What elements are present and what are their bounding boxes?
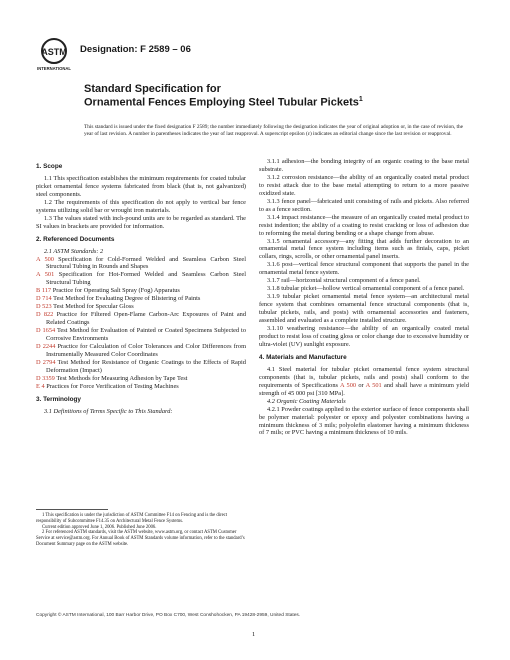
reference-link[interactable]: D 714 xyxy=(36,295,52,303)
reference-link[interactable]: D 3359 xyxy=(36,374,55,382)
paragraph-1-3: 1.3 The values stated with inch-pound units are to be regarded as standard. The SI values in brackets are provided for information. xyxy=(36,214,246,230)
left-column xyxy=(36,158,246,416)
title-line-2: Ornamental Fences Employing Steel Tubular Pickets$^1$ xyxy=(84,96,363,109)
paragraph-1-1: 1.1 This specification establishes the minimum requirements for coated tubular picket ornamental fence systems fabricated from black (that is, not galvanized) steel components. xyxy=(36,174,246,198)
reference-item: D 822 Practice for Filtered Open-Flame Carbon-Arc Exposures of Paint and Related Coatings xyxy=(36,311,246,327)
section-materials-heading: 4. Materials and Manufacture xyxy=(259,353,347,361)
definition-3-1-9: 3.1.9 tubular picket ornamental metal fence system—an architectural metal fence system that combines ornamental fence structural components (that is, tubular pickets, rails, and posts) with ornamental accessories and fasteners, assembled and evaluated as a complete installed structure. xyxy=(259,293,469,325)
reference-link[interactable]: A 500 xyxy=(36,255,54,263)
reference-item: D 3359 Test Methods for Measuring Adhesion by Tape Test xyxy=(36,374,188,382)
footnote-1: 1 This specification is under the jurisdiction of ASTM Committee F14 on Fencing and is the direct responsibility of Subcommittee F14.35 on Architectural Metal Fence Systems. xyxy=(36,513,228,524)
reference-link[interactable]: D 523 xyxy=(36,303,52,311)
footnote-2: 2 For referenced ASTM standards, visit the ASTM website, www.astm.org, or contact ASTM Customer Service at service@astm.org. For Annual Book of ASTM Standards volume information, refer to the standard’s Document Summary page on the ASTM website. xyxy=(36,530,245,547)
page-number: 1 xyxy=(252,631,256,638)
reference-item: D 2244 Practice for Calculation of Color Tolerances and Color Differences from Instrumentally Measured Color Coordinates xyxy=(36,343,247,358)
astm-logo xyxy=(34,36,74,72)
section-scope-heading: 1. Scope xyxy=(36,163,63,170)
definition-3-1-1: 3.1.1 adhesion—the bonding integrity of an organic coating to the base metal substrate. xyxy=(259,158,469,173)
reference-item: B 117 Practice for Operating Salt Spray (Fog) Apparatus xyxy=(36,287,180,295)
reference-item: D 1654 Test Method for Evaluation of Painted or Coated Specimens Subjected to Corrosive Environments xyxy=(36,327,246,343)
reference-item: A 500 Specification for Cold-Formed Welded and Seamless Carbon Steel Structural Tubing in Rounds and Shapes xyxy=(36,255,246,271)
standard-issue-note: This standard is issued under the fixed designation F 2589; the number immediately following the designation indicates the year of original adoption or, in the case of revision, the year of last revision. A number in parentheses indicates the year of last reapproval. A superscript epsilon (ε) indicates an editorial change since the last revision or reapproval. xyxy=(84,124,464,137)
definition-3-1-6: 3.1.6 post—vertical fence structural component that supports the panel in the ornamental metal fence system. xyxy=(259,261,469,277)
section-terminology-heading: 3. Terminology xyxy=(36,395,81,403)
reference-item: E 4 Practices for Force Verification of Testing Machines xyxy=(36,382,179,390)
paragraph-1-2: 1.2 The requirements of this specification do not apply to vertical bar fence systems utilizing solid bar or wrought iron materials. xyxy=(36,198,246,214)
paragraph-4-1: 4.1 Steel material for tubular picket ornamental fence system structural components (that is, tubular pickets, rails and posts) shall conform to the requirements of Specifications A 500 or A 501 and shall have a minimum yield strength of 45 000 psi [310 MPa]. xyxy=(259,365,469,397)
reference-link[interactable]: D 1654 xyxy=(36,327,56,335)
reference-link[interactable]: B 117 xyxy=(36,287,52,295)
reference-link[interactable]: A 501 xyxy=(36,271,55,279)
reference-item: A 501 Specification for Hot-Formed Welded and Seamless Carbon Steel Structural Tubing xyxy=(36,271,246,287)
reference-item: D 523 Test Method for Specular Gloss xyxy=(36,303,134,311)
paragraph-4-2-1: 4.2.1 Powder coatings applied to the exterior surface of fence components shall be polymer material: polyester or epoxy and polyester combinations having a minimum thickness of 3 mils; polyolefin elastomer having a minimum thickness of 7 mils; or PVC having a minimum thickness of 10 mils. xyxy=(259,405,469,437)
definition-3-1-10: 3.1.10 weathering resistance—the ability of an organically coated metal product to resist loss of coating gloss or color change due to excessive humidity or ultra-violet (UV) sunlight exposure. xyxy=(259,325,469,348)
copyright-line: Copyright © ASTM International, 100 Barr Harbor Drive, PO Box C700, West Conshohocken, PA 19428-2959, United States. xyxy=(36,613,301,618)
definition-3-1-8: 3.1.8 tubular picket—hollow vertical ornamental component of a fence panel. xyxy=(267,285,465,293)
svg-text:ASTM: ASTM xyxy=(41,47,67,57)
spec-a500-link[interactable]: A 500 xyxy=(339,381,357,389)
spec-a501-link[interactable]: A 501 xyxy=(365,381,382,389)
definition-3-1-4: 3.1.4 impact resistance—the measure of an organically coated metal product to resist indention; the ability of a coating to resist cracking or loss of adhesion due to reforming the metal during bending or a shape change from abuse. xyxy=(259,213,469,237)
footnotes xyxy=(36,513,246,548)
reference-link[interactable]: E 4 xyxy=(36,382,45,390)
designation: Designation: F 2589 – 06 xyxy=(80,44,191,55)
title-line-1: Standard Specification for xyxy=(84,83,221,95)
paragraph-4-2: 4.2 Organic Coating Materials xyxy=(267,397,346,405)
definition-3-1-7: 3.1.7 rail—horizontal structural component of a fence panel. xyxy=(267,277,421,285)
astm-standards-subheading: 2.1 ASTM Standards: 2 xyxy=(44,247,104,255)
definition-3-1-2: 3.1.2 corrosion resistance—the ability of an organically coated metal product to resist attack due to the base metal attempting to return to a more passive oxidized state. xyxy=(259,173,469,197)
reference-item: D 714 Test Method for Evaluating Degree of Blistering of Paints xyxy=(36,295,201,303)
footnote-1-edition: Current edition approved June 1, 2006. Published June 2006. xyxy=(42,524,157,530)
right-column xyxy=(259,158,469,437)
reference-link[interactable]: D 2244 xyxy=(36,343,56,351)
section-referenced-documents-heading: 2. Referenced Documents xyxy=(36,235,115,243)
definition-3-1-5: 3.1.5 ornamental accessory—any fitting that adds further decoration to an ornamental metal fence system including items such as finials, caps, picket collars, rings, scrolls, or other ornamental panel inserts. xyxy=(259,237,469,261)
definitions-subheading: 3.1 Definitions of Terms Specific to This Standard: xyxy=(44,407,173,415)
reference-item: D 2794 Test Method for Resistance of Organic Coatings to the Effects of Rapid Deformation (Impact) xyxy=(36,358,246,374)
definition-3-1-3: 3.1.3 fence panel—fabricated unit consisting of rails and pickets. Also referred to as a fence section. xyxy=(259,197,469,213)
reference-list xyxy=(36,256,246,391)
reference-link[interactable]: D 822 xyxy=(36,311,54,319)
footnote-rule xyxy=(36,509,108,510)
reference-link[interactable]: D 2794 xyxy=(36,358,56,366)
title-footnote-mark: 1 xyxy=(358,96,363,103)
svg-text:INTERNATIONAL: INTERNATIONAL xyxy=(37,66,71,71)
